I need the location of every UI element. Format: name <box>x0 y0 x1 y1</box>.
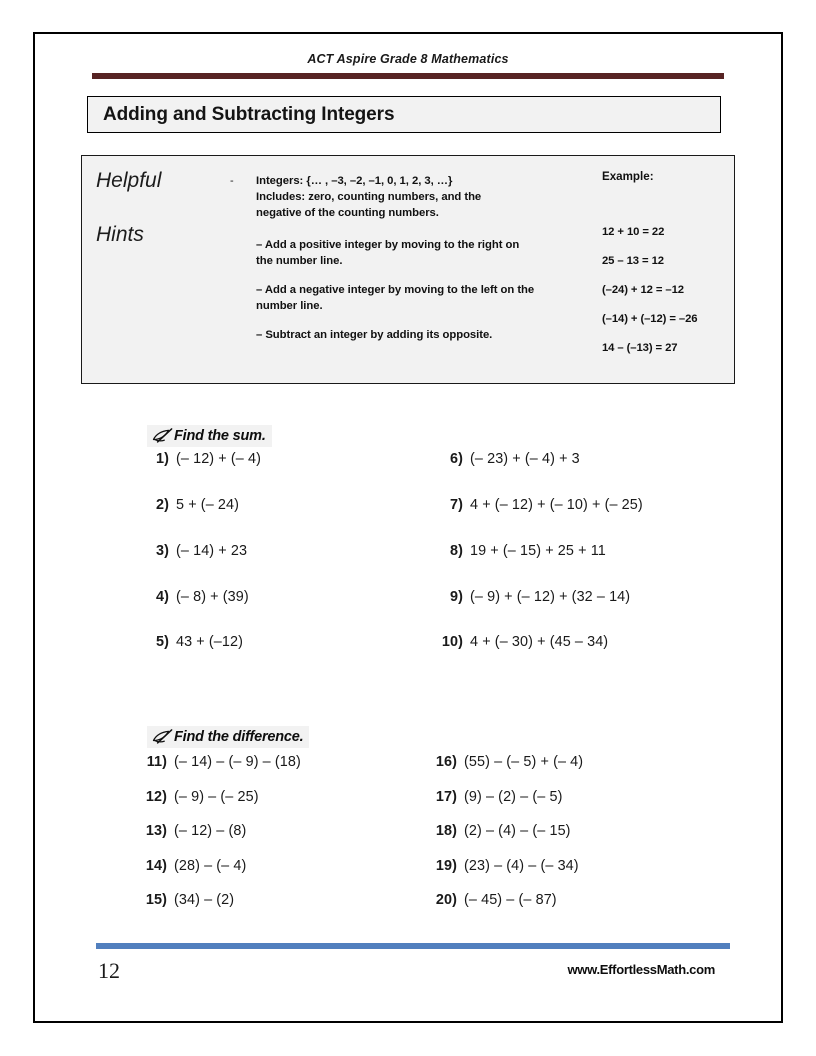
problem-expression: (2) – (4) – (– 15) <box>464 823 571 839</box>
hint-line: – Subtract an integer by adding its opposite. <box>256 329 493 342</box>
page-header <box>35 34 781 79</box>
hint-line: – Add a positive integer by moving to the right on <box>256 239 520 252</box>
section-heading-label: Find the difference. <box>174 729 304 745</box>
header-title: ACT Aspire Grade 8 Mathematics <box>307 52 509 66</box>
hint-block-definition <box>256 173 586 221</box>
problem-item <box>439 589 630 605</box>
quill-icon <box>152 428 173 444</box>
problem-item <box>433 754 583 770</box>
problem-item <box>439 634 608 650</box>
section-heading-find-the-difference <box>147 726 309 748</box>
problem-expression: (– 14) + 23 <box>176 543 248 559</box>
example-line: (–14) + (–12) = –26 <box>602 313 698 325</box>
page-title: Adding and Subtracting Integers <box>103 103 395 125</box>
problem-number: 5) <box>156 634 169 650</box>
problem-item <box>143 754 301 770</box>
hint-line: – Add a negative integer by moving to the left on the <box>256 284 535 297</box>
problem-expression: (– 45) – (– 87) <box>464 892 557 908</box>
problem-item <box>439 451 580 467</box>
problem-item <box>143 892 234 908</box>
hint-line: negative of the counting numbers. <box>256 207 439 220</box>
problem-expression: (55) – (– 5) + (– 4) <box>464 754 584 770</box>
problem-number: 6) <box>450 451 463 467</box>
worksheet-title-box <box>87 96 721 133</box>
example-line: 12 + 10 = 22 <box>602 226 665 238</box>
problem-expression: (28) – (– 4) <box>174 858 247 874</box>
problem-item <box>145 634 243 650</box>
problem-item <box>145 451 261 467</box>
problem-number: 14) <box>145 858 167 874</box>
problem-item <box>143 858 246 874</box>
problem-expression: (23) – (4) – (– 34) <box>464 858 579 874</box>
problem-item <box>433 823 571 839</box>
hint-block-add-negative <box>256 282 586 314</box>
problem-expression: (34) – (2) <box>174 892 235 908</box>
problem-item <box>145 589 249 605</box>
problem-item <box>143 823 246 839</box>
problem-number: 12) <box>145 789 167 805</box>
hints-label-line1: Helpful <box>96 169 162 192</box>
hint-line: Integers: {… , –3, –2, –1, 0, 1, 2, 3, …} <box>256 175 453 187</box>
hints-label <box>82 156 230 383</box>
problem-number: 18) <box>435 823 457 839</box>
problem-expression: 19 + (– 15) + 25 + 11 <box>470 543 606 559</box>
problem-number: 3) <box>156 543 169 559</box>
problem-expression: (– 12) + (– 4) <box>176 451 261 467</box>
example-line: 25 – 13 = 12 <box>602 255 664 267</box>
problem-number: 19) <box>435 858 457 874</box>
helpful-hints-box <box>81 155 735 384</box>
problem-number: 10) <box>441 634 463 650</box>
problem-item <box>145 497 239 513</box>
problem-expression: (– 12) – (8) <box>174 823 247 839</box>
problem-expression: (– 8) + (39) <box>176 589 249 605</box>
problem-item <box>433 892 557 908</box>
problem-expression: 43 + (–12) <box>176 634 244 650</box>
footer-rule-blue <box>96 943 730 949</box>
problem-expression: 4 + (– 12) + (– 10) + (– 25) <box>470 497 643 513</box>
problem-number: 4) <box>156 589 169 605</box>
problem-number: 7) <box>450 497 463 513</box>
problem-expression: 4 + (– 30) + (45 – 34) <box>470 634 609 650</box>
problem-number: 9) <box>450 589 463 605</box>
problem-number: 17) <box>435 789 457 805</box>
problem-expression: (– 23) + (– 4) + 3 <box>470 451 580 467</box>
problem-expression: (– 14) – (– 9) – (18) <box>174 754 301 770</box>
page-number: 12 <box>98 958 120 983</box>
hint-line: Includes: zero, counting numbers, and the <box>256 191 482 204</box>
header-rule-maroon <box>92 73 724 79</box>
hint-block-add-positive <box>256 237 586 269</box>
problem-item <box>433 789 562 805</box>
problem-number: 11) <box>146 754 167 770</box>
problem-number: 2) <box>156 497 169 513</box>
problem-item <box>143 789 259 805</box>
section-heading-label: Find the sum. <box>174 428 266 444</box>
example-line: 14 – (–13) = 27 <box>602 342 678 354</box>
section-heading-find-the-sum <box>147 425 272 447</box>
problem-number: 13) <box>145 823 167 839</box>
problem-number: 8) <box>450 543 463 559</box>
quill-icon <box>152 729 173 745</box>
footer-website: www.EffortlessMath.com <box>567 962 715 977</box>
hint-block-subtract <box>256 327 586 343</box>
problem-number: 15) <box>145 892 167 908</box>
problem-item <box>145 543 247 559</box>
worksheet-page <box>33 32 783 1023</box>
hints-examples-column <box>586 156 734 383</box>
hints-bullet-dash: - <box>230 175 234 187</box>
problem-item <box>433 858 579 874</box>
problem-expression: (– 9) – (– 25) <box>174 789 259 805</box>
problem-expression: 5 + (– 24) <box>176 497 239 513</box>
problem-expression: (– 9) + (– 12) + (32 – 14) <box>470 589 631 605</box>
hints-label-line2: Hints <box>96 223 144 247</box>
problem-expression: (9) – (2) – (– 5) <box>464 789 563 805</box>
example-line: (–24) + 12 = –12 <box>602 284 684 296</box>
hints-rules-list <box>256 156 586 383</box>
problem-item <box>439 543 606 559</box>
examples-heading: Example: <box>602 170 654 183</box>
hint-line: the number line. <box>256 255 343 268</box>
problem-item <box>439 497 643 513</box>
problem-number: 20) <box>435 892 457 908</box>
hint-line: number line. <box>256 300 323 313</box>
problem-number: 16) <box>435 754 457 770</box>
problem-number: 1) <box>156 451 169 467</box>
